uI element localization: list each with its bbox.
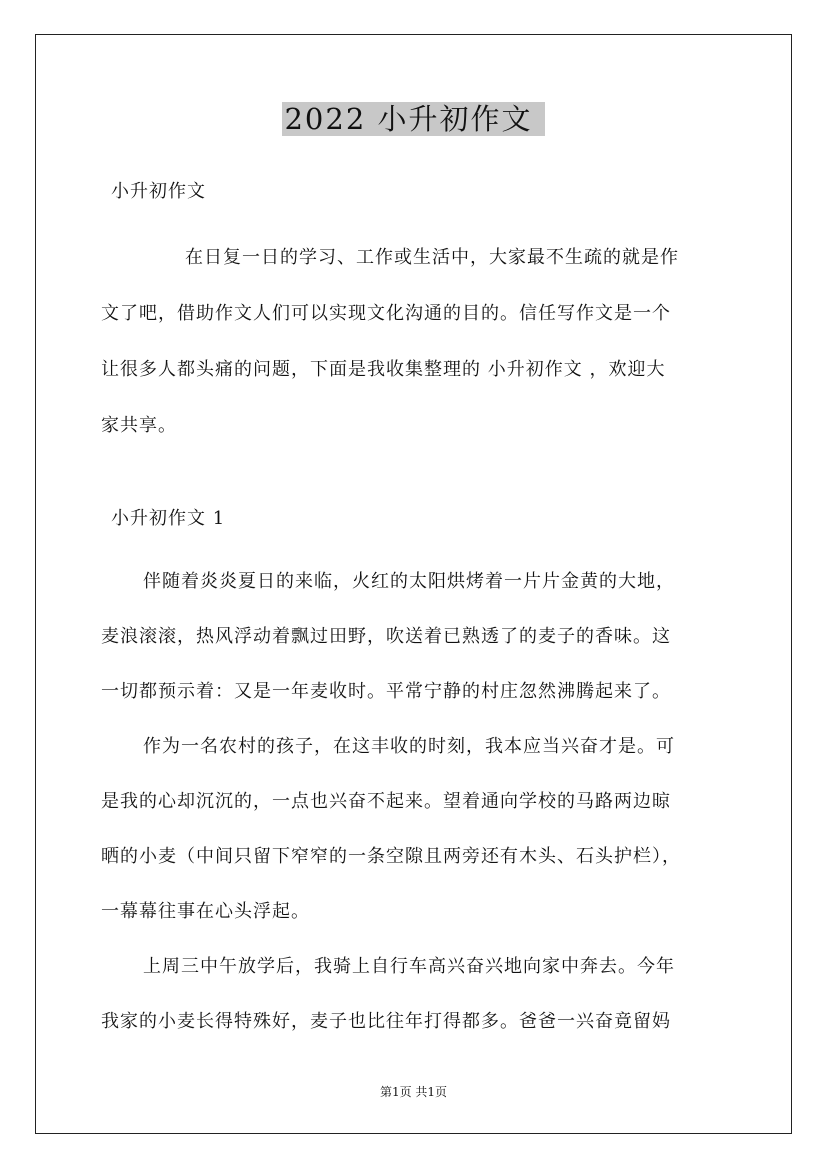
text-line: 上周三中午放学后，我骑上自行车高兴奋兴地向家中奔去。今年 [143,956,675,977]
text-line: 晒的小麦（中间只留下窄窄的一条空隙且两旁还有木头、石头护栏）， [101,846,681,867]
text-line: 伴随着炎炎夏日的来临，火红的太阳烘烤着一片片金黄的大地， [143,571,675,592]
text-line: 一幕幕往事在心头浮起。 [101,901,310,922]
text-line: 一切都预示着：又是一年麦收时。平常宁静的村庄忽然沸腾起来了。 [101,681,671,702]
body-paragraph [101,939,731,1049]
text-line: 在日复一日的学习、工作或生活中，大家最不生疏的就是作 [185,247,679,268]
text-line: 家共享。 [101,415,177,436]
text-line: 文了吧，借助作文人们可以实现文化沟通的目的。信任写作文是一个 [101,303,671,324]
text-line: 麦浪滚滚，热风浮动着飘过田野，吹送着已熟透了的麦子的香味。这 [101,626,671,647]
text-line: 是我的心却沉沉的，一点也兴奋不起来。望着通向学校的马路两边晾 [101,791,671,812]
document-title-text: 2022 小升初作文 [282,102,544,136]
text-line: 作为一名农村的孩子，在这丰收的时刻，我本应当兴奋才是。可 [143,736,675,757]
document-title [0,99,827,139]
text-line: 我家的小麦长得特殊好，麦子也比往年打得都多。爸爸一兴奋竟留妈 [101,1011,671,1032]
body-paragraph [101,554,731,719]
intro-paragraph [101,230,731,454]
section-heading: 小升初作文 1 [111,508,226,529]
page-footer: 第1页 共1页 [379,1085,448,1099]
body-paragraph [101,719,731,939]
text-line: 让很多人都头痛的问题，下面是我收集整理的 小升初作文 ，欢迎大 [101,359,666,380]
section-heading: 小升初作文 [111,181,206,202]
